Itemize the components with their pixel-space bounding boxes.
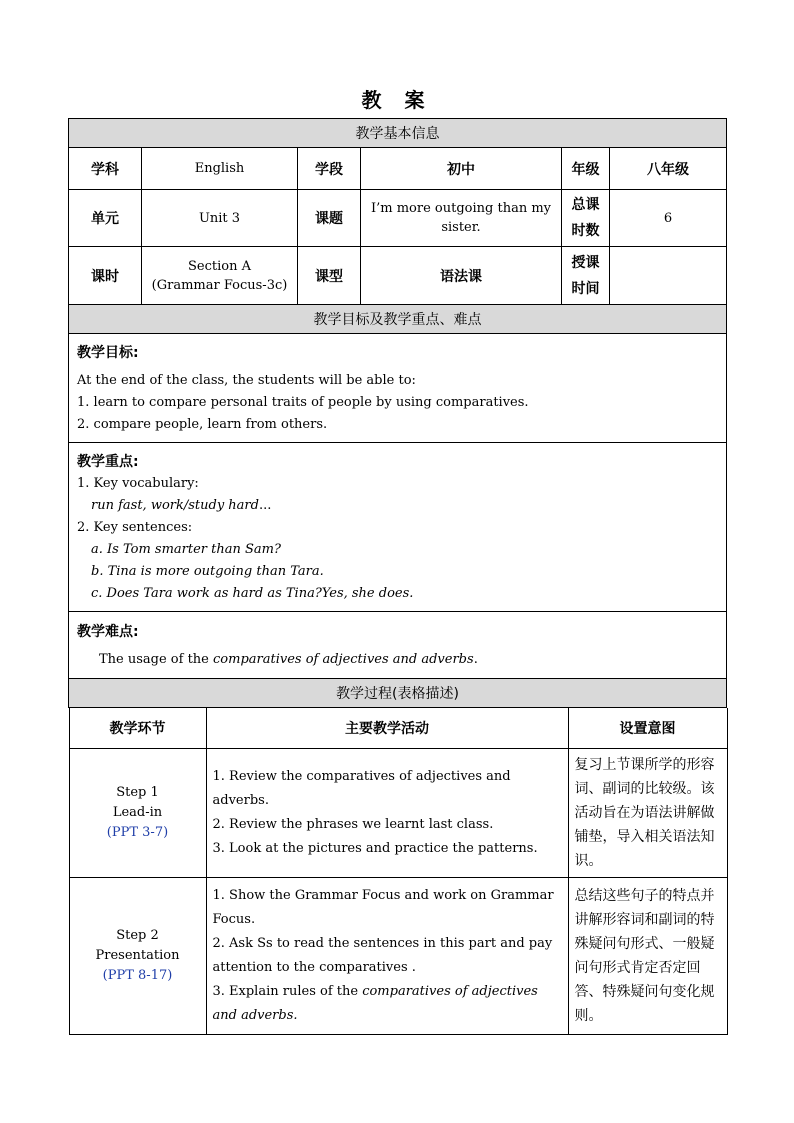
difficulties-prefix: The usage of the (99, 652, 214, 667)
unit-value: Unit 3 (142, 190, 298, 247)
activity-item (213, 980, 562, 1028)
activity-item: 1. Show the Grammar Focus and work on Grammar Focus. (212, 887, 554, 927)
key-points-block (69, 443, 727, 612)
step-ppt: (PPT 8-17) (102, 967, 173, 983)
key-vocab-title: 1. Key vocabulary: (77, 476, 199, 491)
objectives-label: 教学目标: (77, 345, 139, 361)
objectives-header: 教学目标及教学重点、难点 (69, 305, 727, 334)
step-row-1 (69, 748, 727, 877)
objective-item: 2. compare people, learn from others. (77, 417, 328, 432)
process-table-row (69, 708, 727, 1035)
key-points-row (69, 443, 727, 612)
key-vocab-text: run fast, work/study hard (91, 498, 259, 513)
difficulties-block (69, 612, 727, 679)
key-sentences-title: 2. Key sentences: (77, 520, 193, 535)
page-title: 教 案 (361, 88, 433, 112)
col-activity-header: 主要教学活动 (206, 708, 568, 748)
col-intent-header: 设置意图 (568, 708, 727, 748)
teaching-time-value (610, 247, 727, 305)
teaching-time-label: 授课时间 (562, 247, 610, 305)
objectives-header-row (69, 305, 727, 334)
step-activities (206, 877, 568, 1034)
process-table (69, 708, 728, 1035)
difficulties-label: 教学难点: (77, 624, 139, 640)
process-header-row (69, 679, 727, 708)
period-row (69, 247, 727, 305)
step-phase: Presentation (95, 947, 180, 963)
stage-value: 初中 (361, 148, 562, 190)
step-label (69, 748, 206, 877)
lesson-type-value: 语法课 (361, 247, 562, 305)
topic-value: I’m more outgoing than my sister. (361, 190, 562, 247)
key-points-label: 教学重点: (77, 454, 139, 470)
key-vocab-items (77, 495, 718, 517)
step-phase: Lead-in (112, 804, 163, 820)
stage-label: 学段 (298, 148, 361, 190)
difficulties-suffix: . (473, 652, 478, 667)
step-ppt: (PPT 3-7) (106, 824, 169, 840)
objectives-intro: At the end of the class, the students will be able to: (77, 373, 416, 388)
unit-label: 单元 (69, 190, 142, 247)
difficulties-italic: comparatives of adjectives and adverbs (213, 652, 474, 667)
activity-item: 2. Review the phrases we learnt last class. (212, 816, 494, 832)
period-section: Section A (188, 258, 251, 274)
objective-item: 1. learn to compare personal traits of people by using comparatives. (77, 395, 529, 410)
period-label: 课时 (69, 247, 142, 305)
activity-item: 3. Look at the pictures and practice the patterns. (212, 840, 538, 856)
step-intent: 复习上节课所学的形容词、副词的比较级。该活动旨在为语法讲解做铺垫，导入相关语法知识。 (568, 748, 727, 877)
topic-label: 课题 (298, 190, 361, 247)
step-activities (206, 748, 568, 877)
activity-item: 1. Review the comparatives of adjectives and adverbs. (212, 768, 511, 808)
key-sentence: a. Is Tom smarter than Sam? (91, 542, 281, 557)
grade-label: 年级 (562, 148, 610, 190)
period-focus: (Grammar Focus-3c) (151, 277, 288, 293)
grade-value: 八年级 (610, 148, 727, 190)
step-name: Step 2 (116, 927, 159, 943)
basic-info-header-row (69, 119, 727, 148)
period-value (142, 247, 298, 305)
total-periods-label: 总课时数 (562, 190, 610, 247)
step-row-2 (69, 877, 727, 1034)
activity-italic: comparatives of adjectives and adverbs. (212, 983, 538, 1023)
objectives-row (69, 334, 727, 443)
step-name: Step 1 (116, 784, 159, 800)
difficulties-row (69, 612, 727, 679)
lesson-type-label: 课型 (298, 247, 361, 305)
difficulties-text (77, 649, 718, 671)
basic-info-header: 教学基本信息 (69, 119, 727, 148)
process-container (69, 708, 727, 1035)
unit-row (69, 190, 727, 247)
subject-value: English (142, 148, 298, 190)
key-sentence: c. Does Tara work as hard as Tina?Yes, she does. (91, 586, 414, 601)
process-column-headers (69, 708, 727, 748)
subject-label: 学科 (69, 148, 142, 190)
lesson-plan-table (68, 118, 726, 1035)
col-step-header: 教学环节 (69, 708, 206, 748)
activity-prefix: 3. Explain rules of the (212, 983, 363, 999)
step-label (69, 877, 206, 1034)
total-periods-value: 6 (610, 190, 727, 247)
activity-item: 2. Ask Ss to read the sentences in this part and pay attention to the comparatives . (212, 935, 553, 975)
key-sentence: b. Tina is more outgoing than Tara. (91, 564, 324, 579)
key-vocab-ellipsis: ... (258, 498, 272, 513)
subject-row (69, 148, 727, 190)
process-header: 教学过程(表格描述) (69, 679, 727, 708)
step-intent: 总结这些句子的特点并讲解形容词和副词的特殊疑问句形式、一般疑问句形式肯定否定回答、特殊疑问句变化规则。 (568, 877, 727, 1034)
objectives-block (69, 334, 727, 443)
